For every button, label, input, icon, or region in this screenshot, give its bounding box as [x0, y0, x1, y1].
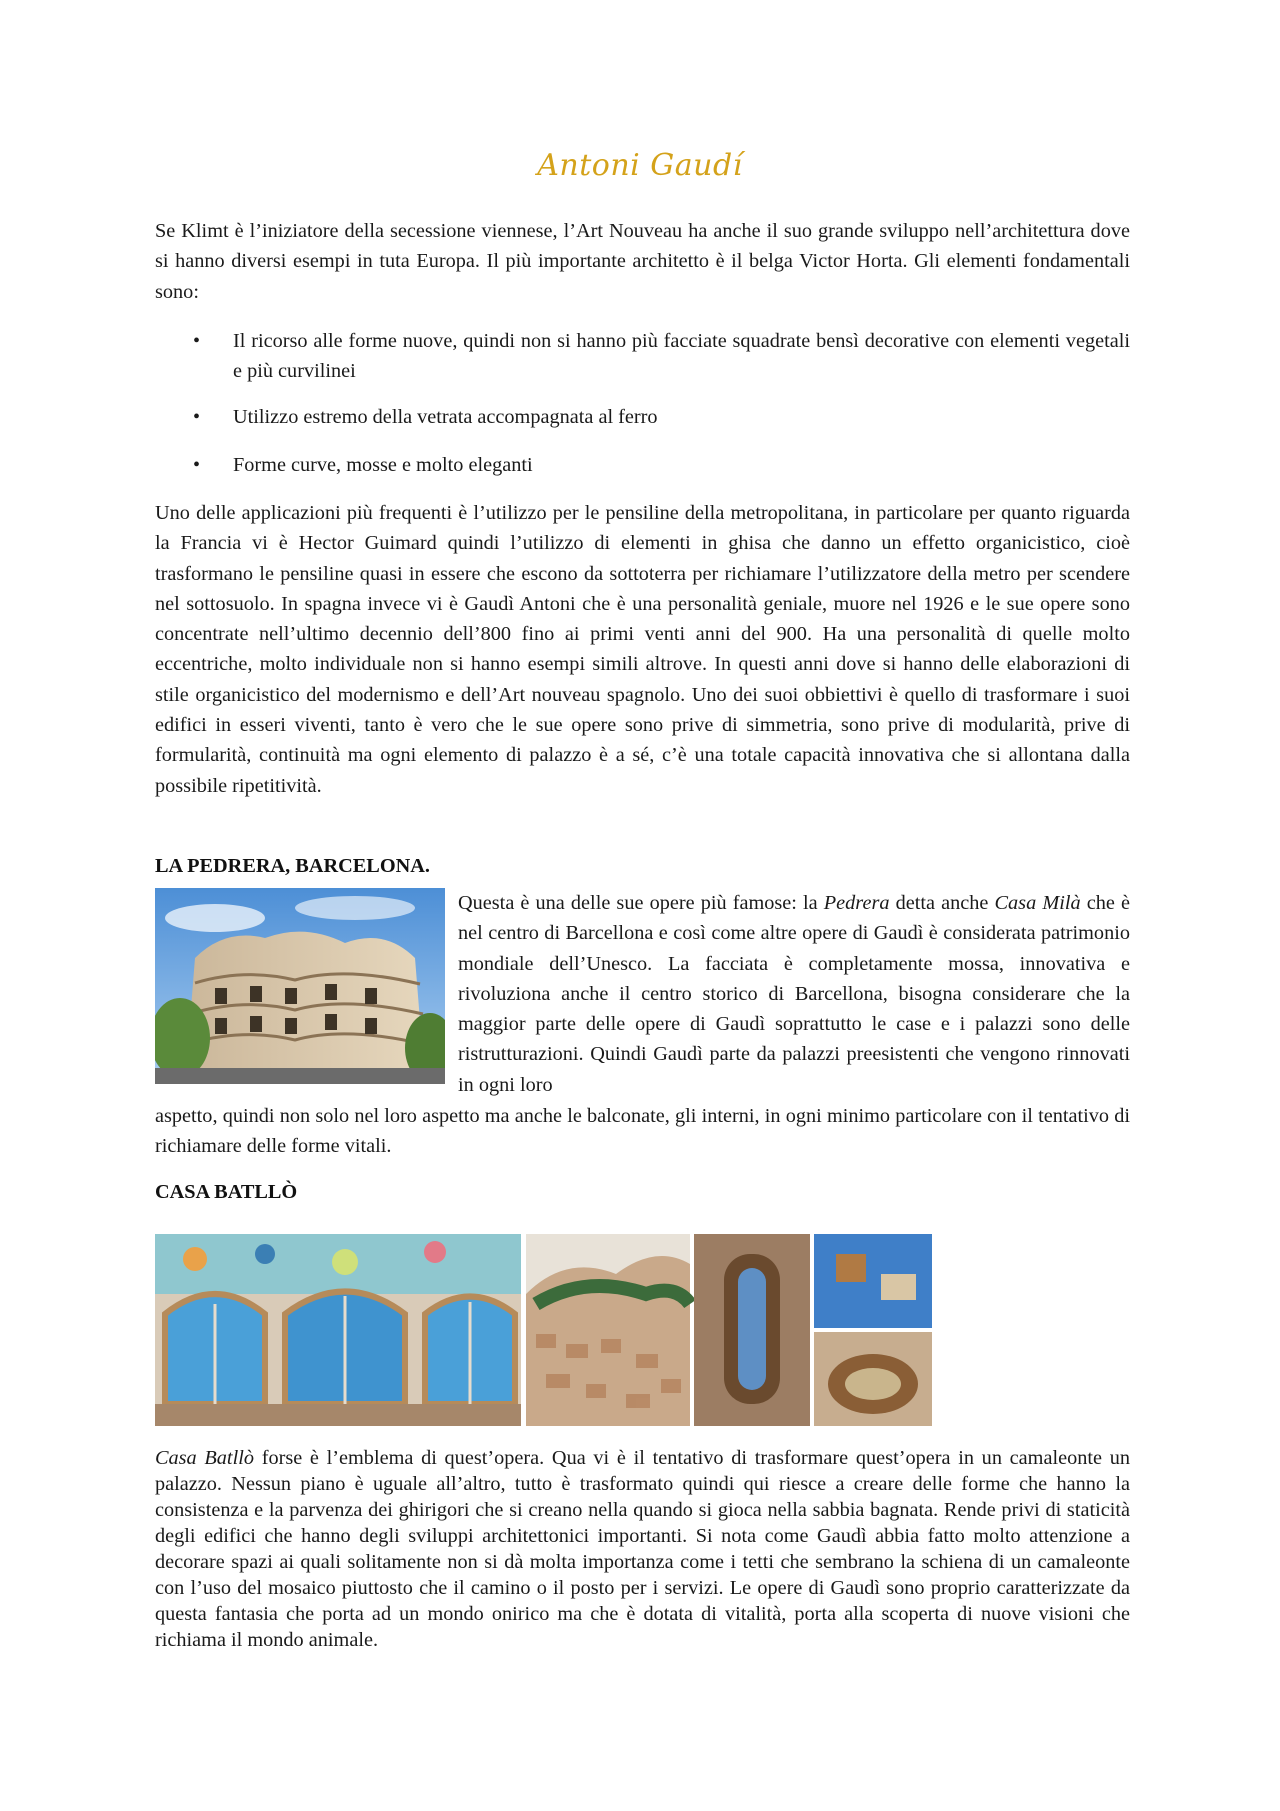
bullet-icon: • [193, 330, 201, 352]
pedrera-paragraph [458, 888, 1130, 1100]
pedrera-text-3: che è nel centro di Barcellona e così come altre opere di Gaudì è considerata patrimonio mondiale dell’Unesco. La facciata è completamente mossa, innovativa e rivoluziona anche il centro storico di Barcellona, bisogna considerare che la maggior parte delle opere di Gaudì soprattutto le case e i palazzi sono delle ristrutturazioni. Quindi Gaudì parte da palazzi preesistenti che vengono rinnovati in ogni loro [458, 892, 1130, 1096]
batllo-collage-photo [526, 1234, 932, 1426]
pedrera-photo-graphic [155, 888, 445, 1084]
bullet-icon: • [193, 406, 201, 428]
list-item-text: Il ricorso alle forme nuove, quindi non si hanno più facciate squadrate bensì decorative con elementi vegetali e più curvilinei [233, 330, 1130, 383]
list-item-text: Utilizzo estremo della vetrata accompagnata al ferro [233, 406, 658, 428]
batllo-name: Casa Batllò [155, 1447, 254, 1469]
body-paragraph: Uno delle applicazioni più frequenti è l’utilizzo per le pensiline della metropolitana, in particolare per quanto riguarda la Francia vi è Hector Guimard quindi l’utilizzo di elementi in ghisa che danno un effetto organicistico, cioè trasformano le pensiline quasi in essere che escono da sottoterra per richiamare l’utilizzatore della metro per scendere nel sottosuolo. In spagna invece vi è Gaudì Antoni che è una personalità geniale, muore nel 1926 e le sue opere sono concentrate nell’ultimo decennio dell’800 fino ai primi venti anni del 900. Ha una personalità di quelle molto eccentriche, molto individuale non si hanno esempi simili altrove. In questi anni dove si hanno delle elaborazioni di stile organicistico del modernismo e dell’Art nouveau spagnolo. Uno dei suoi obbiettivi è quello di trasformare i suoi edifici in esseri viventi, tanto è vero che le sue opere sono prive di simmetria, sono prive di modularità, prive di formularità, continuità ma ogni elemento di palazzo è a sé, c’è una totale capacità innovativa che si allontana dalla possibile ripetitività. [155, 502, 1130, 797]
batllo-paragraph [155, 1445, 1130, 1653]
batllo-text: forse è l’emblema di quest’opera. Qua vi è il tentativo di trasformare quest’opera in un camaleonte un palazzo. Nessun piano è uguale all’altro, tutto è trasformato quindi qui riesce a creare delle forme che hanno la consistenza e la parvenza dei ghirigori che si creano nella quando si gioca nella sabbia bagnata. Rende privi di staticità degli edifici che hanno degli sviluppi architettonici importanti. Si nota come Gaudì abbia fatto molto attenzione a decorare spazi ai quali solitamente non si dà molta importanza come i tetti che sembrano la schiena di un camaleonte con l’uso del mosaico piuttosto che il camino o il posto per i servizi. Le opere di Gaudì sono proprio caratterizzate da questa fantasia che porta ad un mondo onirico ma che è dotata di vitalità, porta alla scoperta di nuove visioni che richiama il mondo animale. [155, 1447, 1130, 1651]
list-item-text: Forme curve, mosse e molto eleganti [233, 454, 533, 476]
pedrera-text-1: Questa è una delle sue opere più famose: la [458, 892, 824, 914]
pedrera-name: Pedrera [823, 892, 890, 914]
bullet-icon: • [193, 454, 201, 476]
batllo-facade-graphic [155, 1234, 521, 1426]
pedrera-text-2: detta anche [889, 892, 995, 914]
casa-mila-name: Casa Milà [994, 892, 1081, 914]
intro-paragraph: Se Klimt è l’iniziatore della secessione viennese, l’Art Nouveau ha anche il suo grande sviluppo nell’architettura dove si hanno diversi esempi in tuta Europa. Il più importante architetto è il belga Victor Horta. Gli elementi fondamentali sono: [155, 220, 1130, 303]
page-title: Antoni Gaudí [537, 148, 743, 183]
section-heading-pedrera: LA PEDRERA, BARCELONA. [155, 855, 430, 877]
batllo-facade-photo [155, 1234, 521, 1426]
batllo-collage-graphic [526, 1234, 932, 1426]
pedrera-paragraph-continued: aspetto, quindi non solo nel loro aspetto ma anche le balconate, gli interni, in ogni minimo particolare con il tentativo di richiamare delle forme vitali. [155, 1105, 1130, 1158]
section-heading-batllo: CASA BATLLÒ [155, 1181, 298, 1203]
pedrera-photo [155, 888, 445, 1084]
